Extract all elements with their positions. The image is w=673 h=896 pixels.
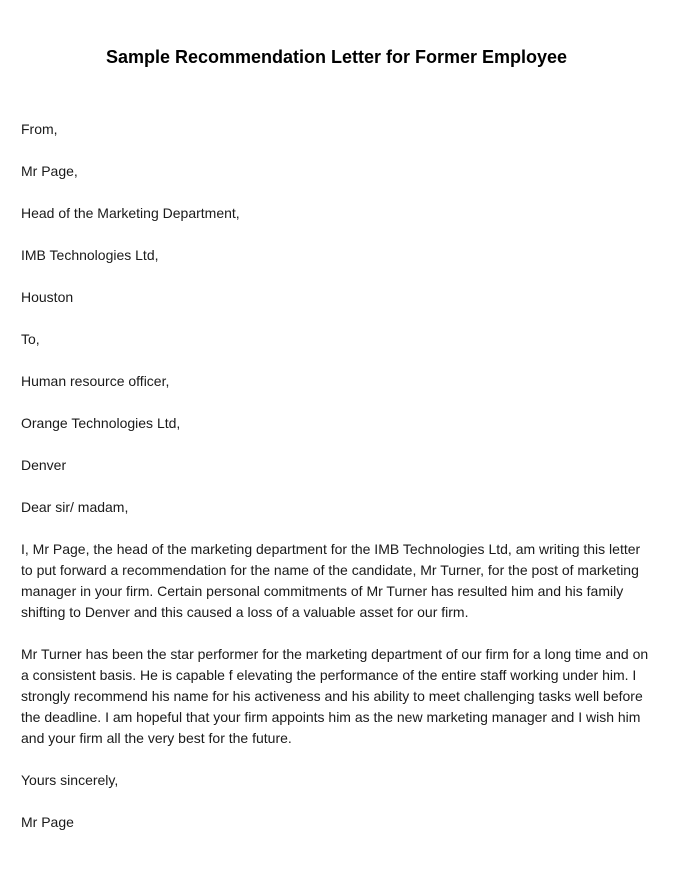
signature: Mr Page (21, 814, 74, 830)
recipient-name: Human resource officer, (21, 373, 170, 389)
sender-name: Mr Page, (21, 163, 78, 179)
sender-position: Head of the Marketing Department, (21, 205, 240, 221)
recipient-company: Orange Technologies Ltd, (21, 415, 181, 431)
sender-block (21, 119, 652, 308)
sender-city: Houston (21, 289, 74, 305)
closing: Yours sincerely, (21, 772, 119, 788)
page-title: Sample Recommendation Letter for Former Employee (105, 47, 568, 67)
body-paragraph: Mr Turner has been the star performer for the marketing department of our firm for a long time and on a consistent basis. He is capable f elevating the performance of the entire staff working under him. I strongly recommend his name for his activeness and his ability to meet challenging tasks well before the deadline. I am hopeful that your firm appoints him as the new marketing manager and I wish him and your firm all the very best for the future. (21, 646, 649, 746)
letter-body (21, 119, 652, 833)
body-paragraph: I, Mr Page, the head of the marketing department for the IMB Technologies Ltd, am writing this letter to put forward a recommendation for the name of the candidate, Mr Turner, for the post of marketing manager in your firm. Certain personal commitments of Mr Turner has resulted him and his family shifting to Denver and this caused a loss of a valuable asset for our firm. (21, 541, 641, 620)
recipient-block (21, 329, 652, 476)
to-label: To, (21, 331, 40, 347)
recipient-city: Denver (21, 457, 67, 473)
sender-company: IMB Technologies Ltd, (21, 247, 159, 263)
from-label: From, (21, 121, 58, 137)
salutation: Dear sir/ madam, (21, 499, 129, 515)
